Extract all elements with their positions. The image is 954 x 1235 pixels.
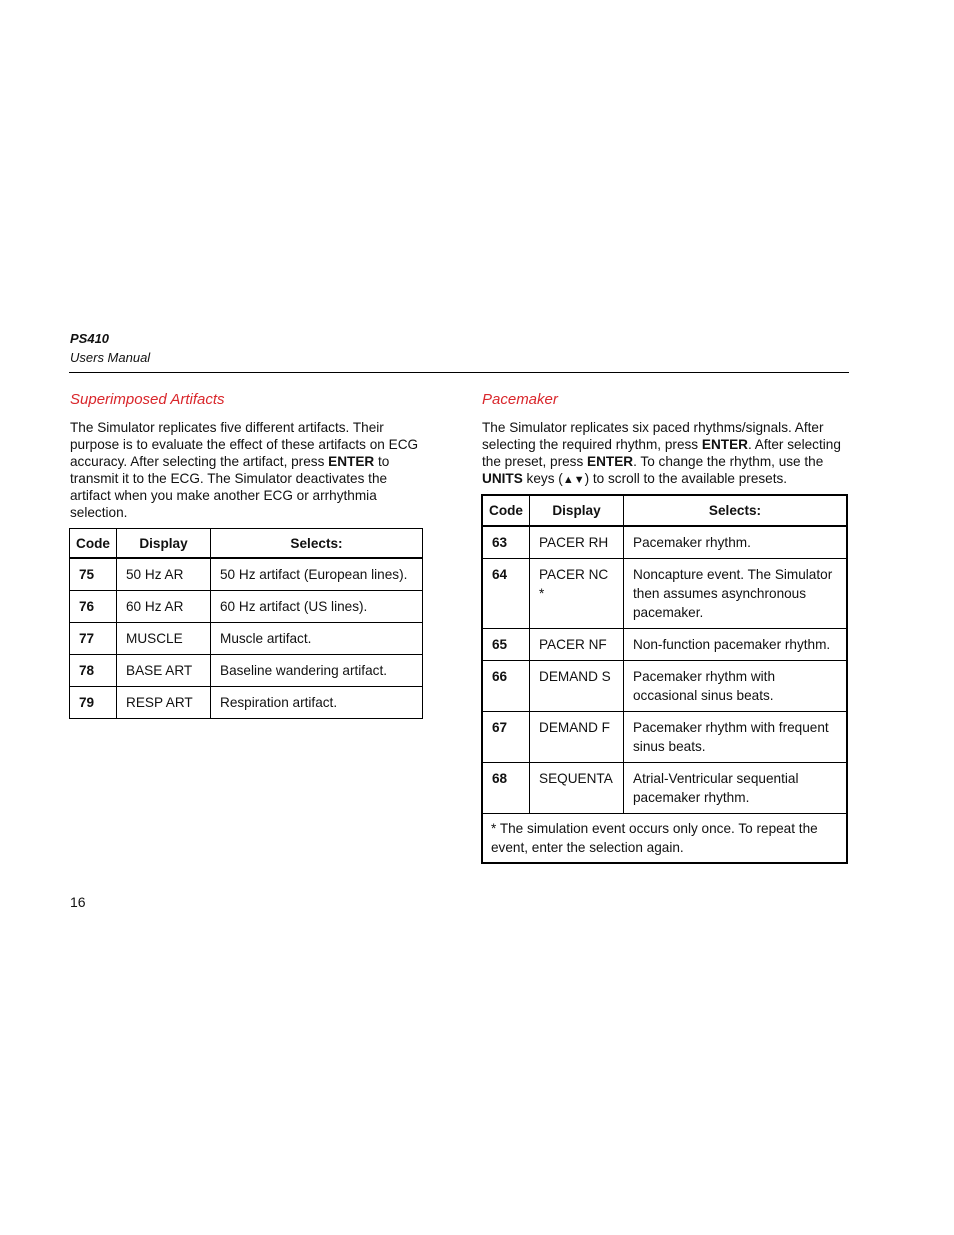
- row-display: PACER NC *: [530, 559, 624, 629]
- col-header-display: Display: [530, 495, 624, 526]
- row-selects: 60 Hz artifact (US lines).: [211, 591, 423, 623]
- pacemaker-table: [481, 494, 848, 864]
- para-text: ) to scroll to the available presets.: [584, 471, 788, 486]
- row-selects: Noncapture event. The Simulator then assumes asynchronous pacemaker.: [624, 559, 848, 629]
- row-code: 77: [70, 623, 117, 655]
- table-row: [482, 559, 847, 629]
- section-title-pacemaker: Pacemaker: [482, 391, 558, 408]
- artifacts-table: [69, 528, 423, 719]
- row-code: 68: [482, 763, 530, 814]
- row-selects: Muscle artifact.: [211, 623, 423, 655]
- row-display: BASE ART: [117, 655, 211, 687]
- row-selects: 50 Hz artifact (European lines).: [211, 558, 423, 591]
- key-enter: ENTER: [701, 437, 748, 452]
- row-display: PACER NF: [530, 629, 624, 661]
- page-number: 16: [70, 894, 86, 910]
- header-rule: [69, 372, 849, 373]
- row-code: 67: [482, 712, 530, 763]
- row-code: 63: [482, 526, 530, 559]
- table-row: [70, 623, 423, 655]
- para-text: . To change the rhythm, use the: [633, 454, 824, 469]
- row-display: MUSCLE: [117, 623, 211, 655]
- table-row: [482, 661, 847, 712]
- table-footnote-row: [482, 814, 847, 864]
- row-selects: Pacemaker rhythm with frequent sinus beats.: [624, 712, 848, 763]
- row-code: 75: [70, 558, 117, 591]
- table-row: [482, 712, 847, 763]
- up-down-arrows-icon: ▲▼: [562, 474, 585, 486]
- row-display: 50 Hz AR: [117, 558, 211, 591]
- table-header-row: [482, 495, 847, 526]
- para-text: The Simulator replicates five different artifacts. Their purpose is to evaluate the effect of these artifacts on ECG accuracy. After selecting the artifact, press: [70, 420, 419, 469]
- table-row: [70, 591, 423, 623]
- row-display: SEQUENTA: [530, 763, 624, 814]
- col-header-code: Code: [70, 529, 117, 559]
- row-selects: Atrial-Ventricular sequential pacemaker rhythm.: [624, 763, 848, 814]
- row-selects: Baseline wandering artifact.: [211, 655, 423, 687]
- row-display: RESP ART: [117, 687, 211, 719]
- row-selects: Respiration artifact.: [211, 687, 423, 719]
- table-row: [482, 526, 847, 559]
- table-header-row: [70, 529, 423, 559]
- row-selects: Pacemaker rhythm with occasional sinus beats.: [624, 661, 848, 712]
- table-row: [482, 629, 847, 661]
- artifacts-paragraph: [70, 419, 430, 521]
- col-header-code: Code: [482, 495, 530, 526]
- key-enter: ENTER: [328, 454, 375, 469]
- table-row: [70, 687, 423, 719]
- right-column: [482, 391, 850, 489]
- row-display: PACER RH: [530, 526, 624, 559]
- pacemaker-paragraph: [482, 419, 850, 489]
- section-title-artifacts: Superimposed Artifacts: [70, 391, 225, 408]
- row-code: 79: [70, 687, 117, 719]
- key-units: UNITS: [482, 471, 523, 486]
- table-footnote: * The simulation event occurs only once. To repeat the event, enter the selection again.: [482, 814, 847, 864]
- row-code: 78: [70, 655, 117, 687]
- row-selects: Non-function pacemaker rhythm.: [624, 629, 848, 661]
- row-display: DEMAND F: [530, 712, 624, 763]
- header-product: PS410: [70, 331, 110, 346]
- left-column: [70, 391, 430, 521]
- row-display: 60 Hz AR: [117, 591, 211, 623]
- header-subtitle: Users Manual: [70, 350, 151, 365]
- row-display: DEMAND S: [530, 661, 624, 712]
- para-text: The Simulator replicates six paced rhythms/signals. After selecting the required rhythm, press: [482, 420, 824, 452]
- key-enter: ENTER: [587, 454, 634, 469]
- row-code: 64: [482, 559, 530, 629]
- col-header-selects: Selects:: [211, 529, 423, 559]
- para-text: . After selecting the preset, press: [482, 437, 841, 469]
- para-text: to transmit it to the ECG. The Simulator deactivates the artifact when you make another ECG or arrhythmia selection.: [70, 454, 390, 520]
- row-code: 76: [70, 591, 117, 623]
- col-header-selects: Selects:: [624, 495, 848, 526]
- row-code: 65: [482, 629, 530, 661]
- row-selects: Pacemaker rhythm.: [624, 526, 848, 559]
- para-text: keys (: [522, 471, 563, 486]
- table-row: [70, 655, 423, 687]
- table-row: [482, 763, 847, 814]
- table-row: [70, 558, 423, 591]
- col-header-display: Display: [117, 529, 211, 559]
- row-code: 66: [482, 661, 530, 712]
